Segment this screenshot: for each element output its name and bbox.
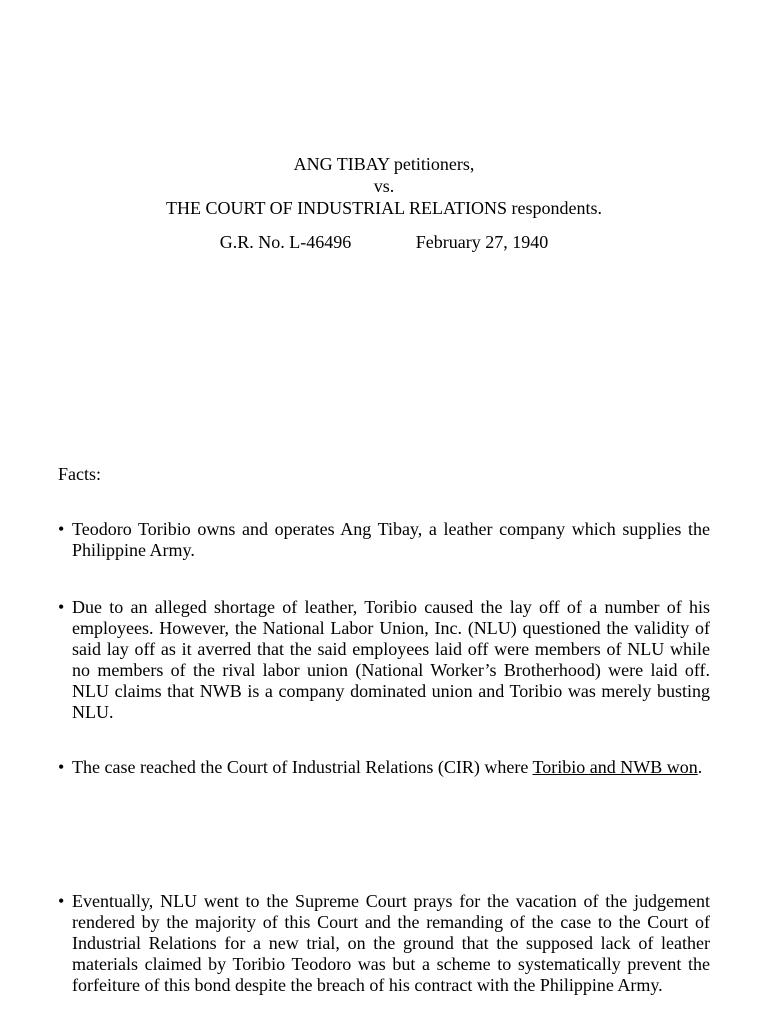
bullet-icon: • <box>58 519 65 539</box>
title-petitioners: ANG TIBAY petitioners, <box>293 154 475 174</box>
bullet-text: Eventually, NLU went to the Supreme Court prays for the vacation of the judgement rendered by the majority of this Court and the remanding of the case to the Court of Industrial Relations for a new trial, on the ground that the supposed lack of leather materials claimed by Toribio Teodoro was but a scheme to systematically prevent the forfeiture of this bond despite the breach of his contract with the Philippine Army. <box>72 891 710 995</box>
bullet-text-tail: . <box>697 757 703 777</box>
case-reference <box>0 231 768 253</box>
title-versus: vs. <box>373 176 395 196</box>
facts-heading: Facts: <box>58 464 101 484</box>
title-respondents: THE COURT OF INDUSTRIAL RELATIONS respondents. <box>166 198 602 218</box>
case-title <box>0 153 768 219</box>
bullet-icon: • <box>58 757 65 777</box>
bullet-text <box>72 757 710 778</box>
bullet-text: Teodoro Toribio owns and operates Ang Tibay, a leather company which supplies the Philippine Army. <box>72 519 710 560</box>
decision-date: February 27, 1940 <box>415 232 549 252</box>
bullet-icon: • <box>58 597 65 617</box>
list-item <box>58 757 710 778</box>
underlined-outcome: Toribio and NWB won <box>532 757 698 777</box>
bullet-text-lead: The case reached the Court of Industrial Relations (CIR) where <box>72 757 533 777</box>
list-item <box>58 597 710 723</box>
list-item <box>58 891 710 996</box>
list-item <box>58 519 710 561</box>
bullet-icon: • <box>58 891 65 911</box>
bullet-text: Due to an alleged shortage of leather, Toribio caused the lay off of a number of his employees. However, the National Labor Union, Inc. (NLU) questioned the validity of said lay off as it averred that the said employees laid off were members of NLU while no members of the rival labor union (National Worker’s Brotherhood) were laid off. NLU claims that NWB is a company dominated union and Toribio was merely busting NLU. <box>72 597 710 722</box>
gr-number: G.R. No. L-46496 <box>219 232 352 252</box>
